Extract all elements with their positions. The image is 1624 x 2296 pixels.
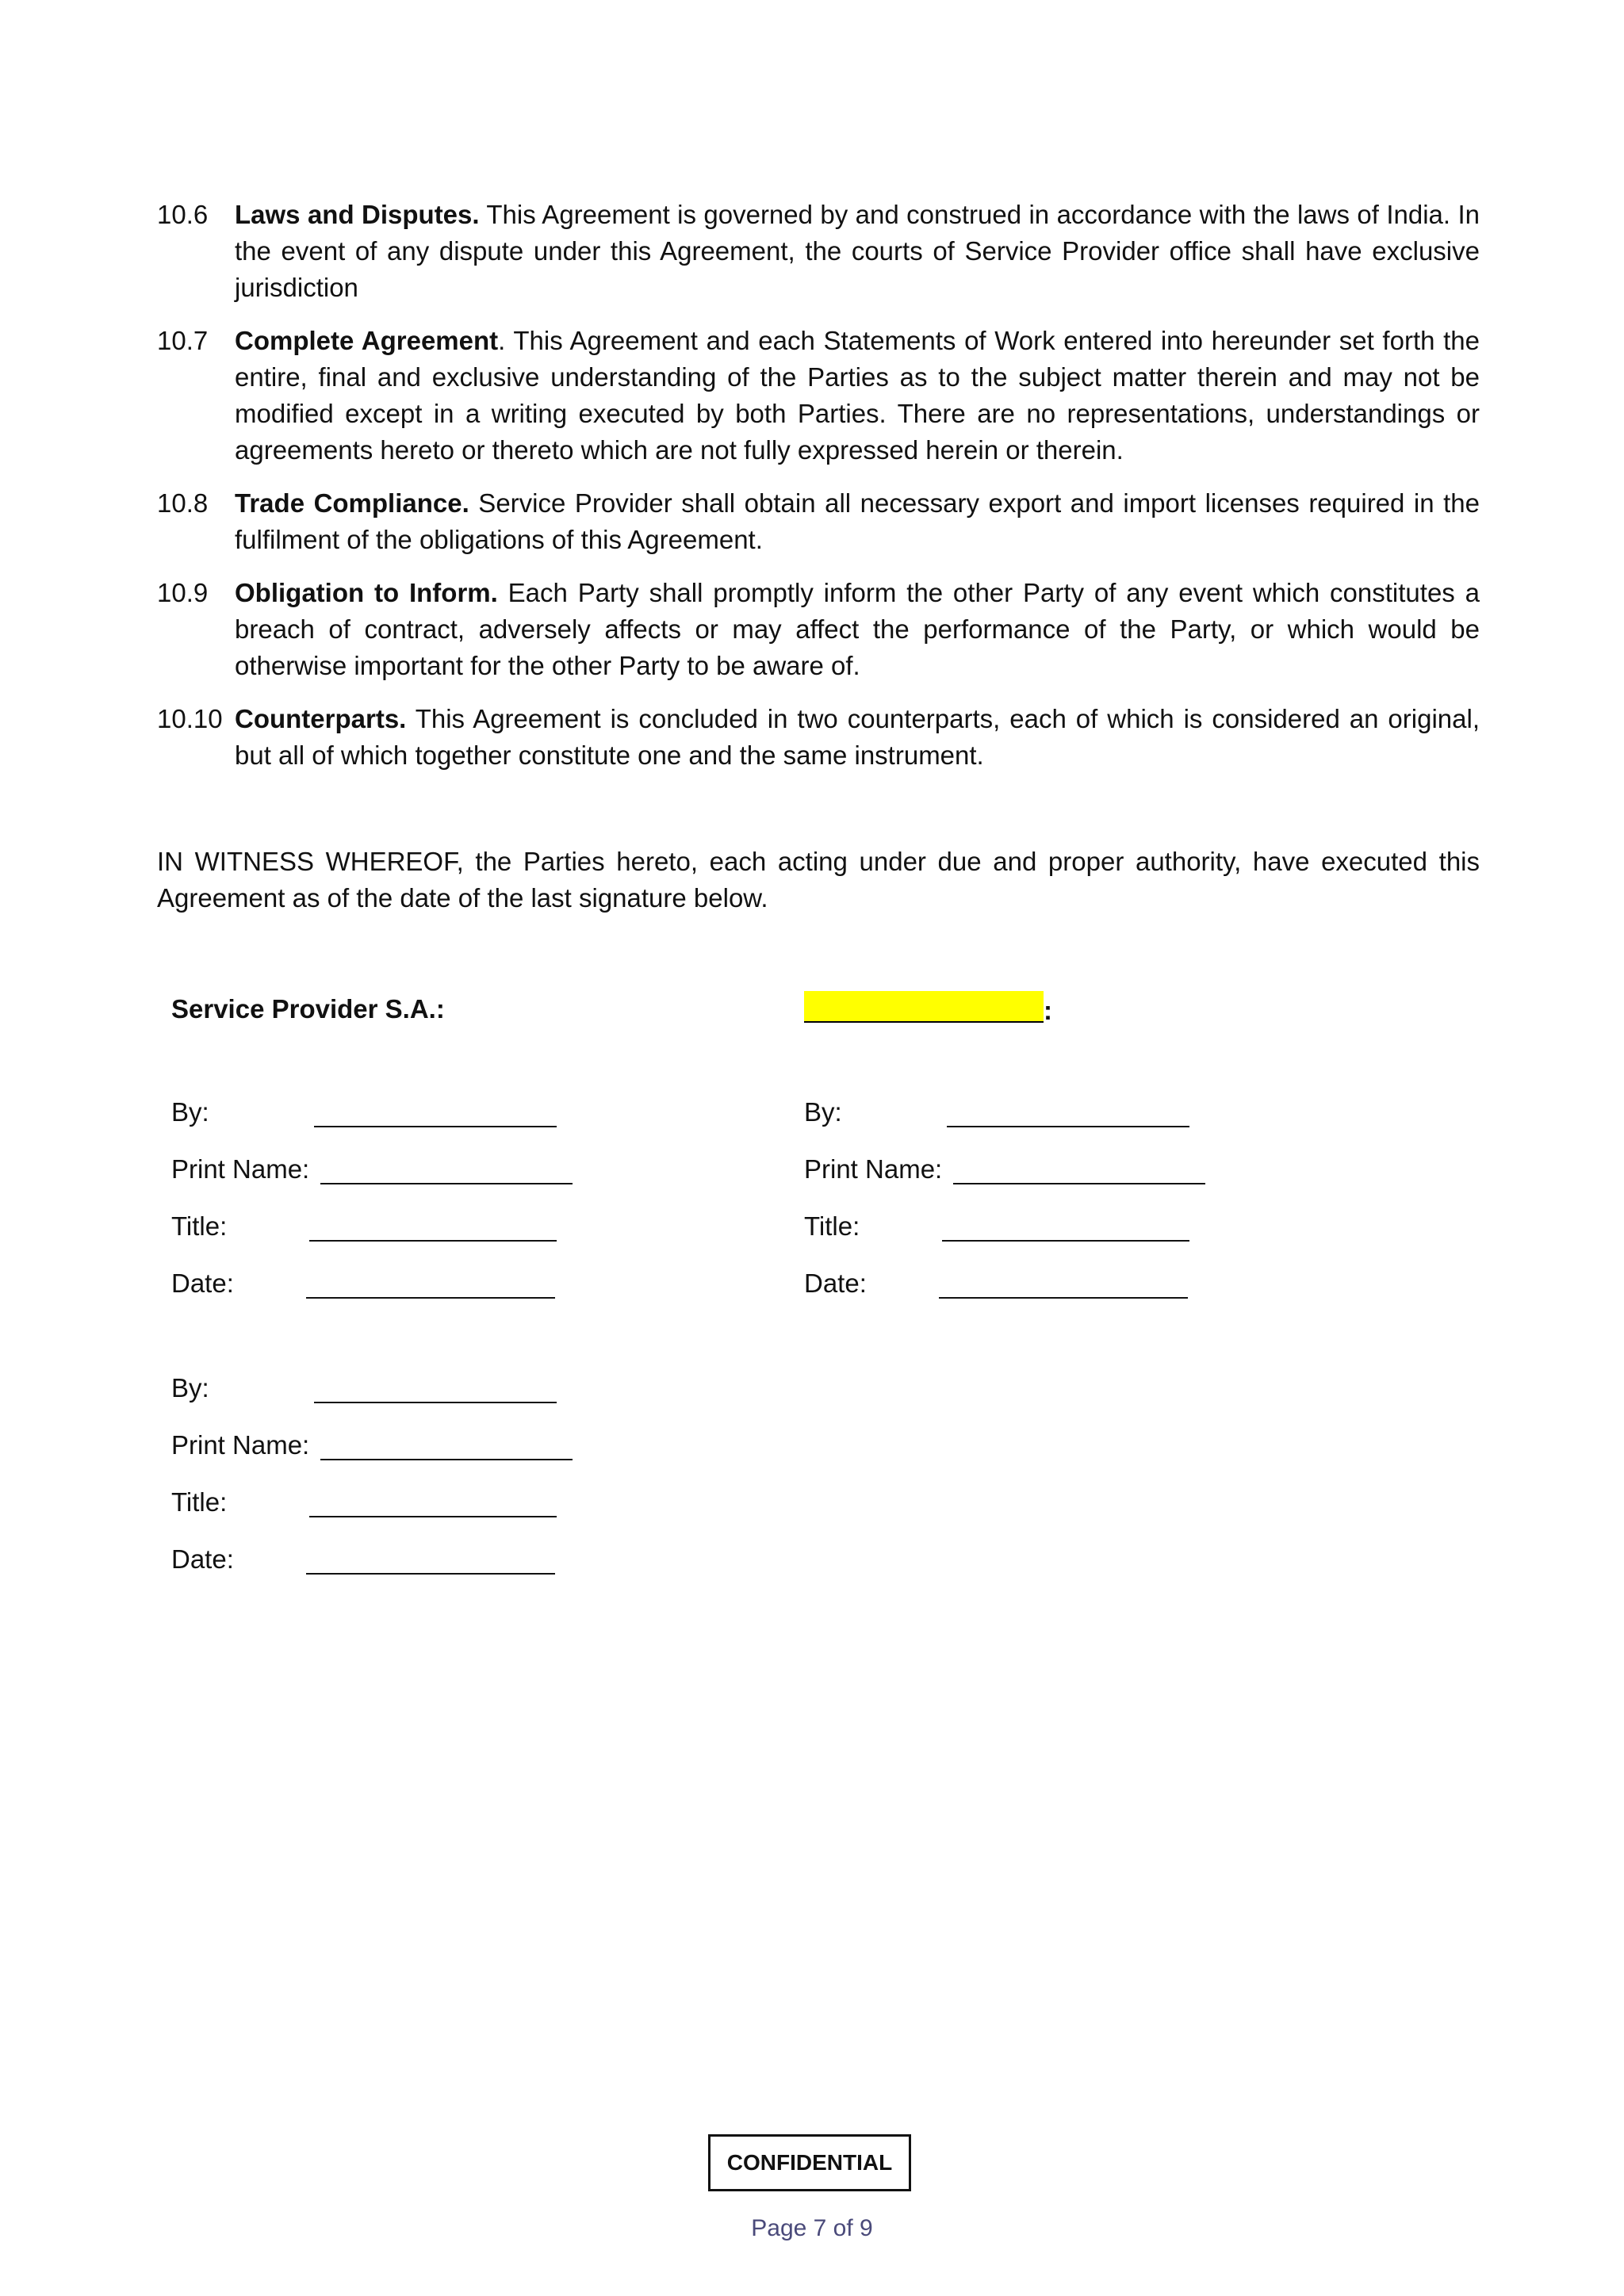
clause-number: 10.8 xyxy=(157,488,209,518)
clause-body xyxy=(235,323,1480,469)
sig-row-date xyxy=(171,1265,234,1302)
sig-row-date-2 xyxy=(171,1541,234,1578)
clause-10-7 xyxy=(157,323,1480,469)
clause-heading: Counterparts. xyxy=(235,704,407,733)
confidential-stamp: CONFIDENTIAL xyxy=(708,2134,911,2191)
clause-10-6 xyxy=(157,197,1480,306)
clause-text: This Agreement is concluded in two counterparts, each of which is considered an original, but all of which together constitute one and the same instrument. xyxy=(235,704,1480,770)
title-line[interactable] xyxy=(942,1240,1189,1242)
clause-number: 10.9 xyxy=(157,578,209,607)
sig-row-title xyxy=(171,1208,227,1245)
witness-paragraph: IN WITNESS WHEREOF, the Parties hereto, each acting under due and proper authority, have executed this Agreement as of the date of the last signature below. xyxy=(157,847,1480,913)
by-line[interactable] xyxy=(314,1126,557,1127)
by-line[interactable] xyxy=(947,1126,1189,1127)
label-date: Date: xyxy=(804,1269,867,1298)
title-line[interactable] xyxy=(309,1516,557,1517)
signature-block-right xyxy=(804,991,1359,1324)
title-line[interactable] xyxy=(309,1240,557,1242)
sig-row-by xyxy=(804,1094,842,1131)
label-date: Date: xyxy=(171,1544,234,1574)
clause-heading: Obligation to Inform. xyxy=(235,578,498,607)
clause-number: 10.6 xyxy=(157,200,209,229)
party-name-colon: : xyxy=(1044,996,1052,1025)
clause-heading: Complete Agreement xyxy=(235,326,499,355)
sig-row-by-2 xyxy=(171,1370,209,1406)
sig-row-title-2 xyxy=(171,1484,227,1521)
highlighted-party-blank[interactable] xyxy=(804,991,1044,1023)
clause-text: This Agreement is governed by and construed in accordance with the laws of India. In the event of any dispute under this Agreement, the courts of Service Provider office shall have exclusive jurisdiction xyxy=(235,200,1480,302)
date-line[interactable] xyxy=(306,1297,555,1299)
label-by: By: xyxy=(171,1373,209,1402)
label-title: Title: xyxy=(804,1211,860,1241)
clause-body xyxy=(235,701,1480,774)
label-title: Title: xyxy=(171,1211,228,1241)
label-print-name: Print Name: xyxy=(171,1154,310,1184)
sig-row-print-name xyxy=(171,1151,309,1188)
print-name-line[interactable] xyxy=(953,1183,1205,1184)
signature-block-left xyxy=(171,991,726,1609)
label-print-name: Print Name: xyxy=(171,1430,310,1460)
clauses-section xyxy=(157,197,1480,790)
party-name-left: Service Provider S.A.: xyxy=(171,994,445,1024)
print-name-line[interactable] xyxy=(320,1183,573,1184)
party-name-right xyxy=(804,991,1052,1029)
clause-heading: Trade Compliance. xyxy=(235,488,469,518)
sig-row-by xyxy=(171,1094,209,1131)
clause-10-8 xyxy=(157,485,1480,558)
clause-10-9 xyxy=(157,575,1480,684)
clause-text: . This Agreement and each Statements of Work entered into hereunder set forth the entire, final and exclusive understanding of the Parties as to the subject matter therein and may not be modified except in a writing executed by both Parties. There are no representations, understandings or agreements hereto or thereto which are not fully expressed herein or therein. xyxy=(235,326,1480,465)
clause-number: 10.7 xyxy=(157,326,209,355)
label-by: By: xyxy=(804,1097,842,1127)
date-line[interactable] xyxy=(306,1573,555,1575)
sig-row-title xyxy=(804,1208,860,1245)
print-name-line[interactable] xyxy=(320,1459,573,1460)
clause-number: 10.10 xyxy=(157,704,223,733)
clause-text: Service Provider shall obtain all necessary export and import licenses required in the fulfilment of the obligations of this Agreement. xyxy=(235,488,1480,554)
label-print-name: Print Name: xyxy=(804,1154,943,1184)
date-line[interactable] xyxy=(939,1297,1188,1299)
label-date: Date: xyxy=(171,1269,234,1298)
page-number: Page 7 of 9 xyxy=(751,2215,873,2241)
label-by: By: xyxy=(171,1097,209,1127)
clause-body xyxy=(235,575,1480,684)
clause-text: Each Party shall promptly inform the other Party of any event which constitutes a breach of contract, adversely affects or may affect the performance of the Party, or which would be otherwise important for the other Party to be aware of. xyxy=(235,578,1480,680)
sig-row-date xyxy=(804,1265,867,1302)
sig-row-print-name xyxy=(804,1151,942,1188)
clause-10-10 xyxy=(157,701,1480,774)
clause-heading: Laws and Disputes. xyxy=(235,200,480,229)
sig-row-print-name-2 xyxy=(171,1427,309,1464)
clause-body xyxy=(235,485,1480,558)
by-line[interactable] xyxy=(314,1402,557,1403)
clause-body xyxy=(235,197,1480,306)
label-title: Title: xyxy=(171,1487,228,1517)
